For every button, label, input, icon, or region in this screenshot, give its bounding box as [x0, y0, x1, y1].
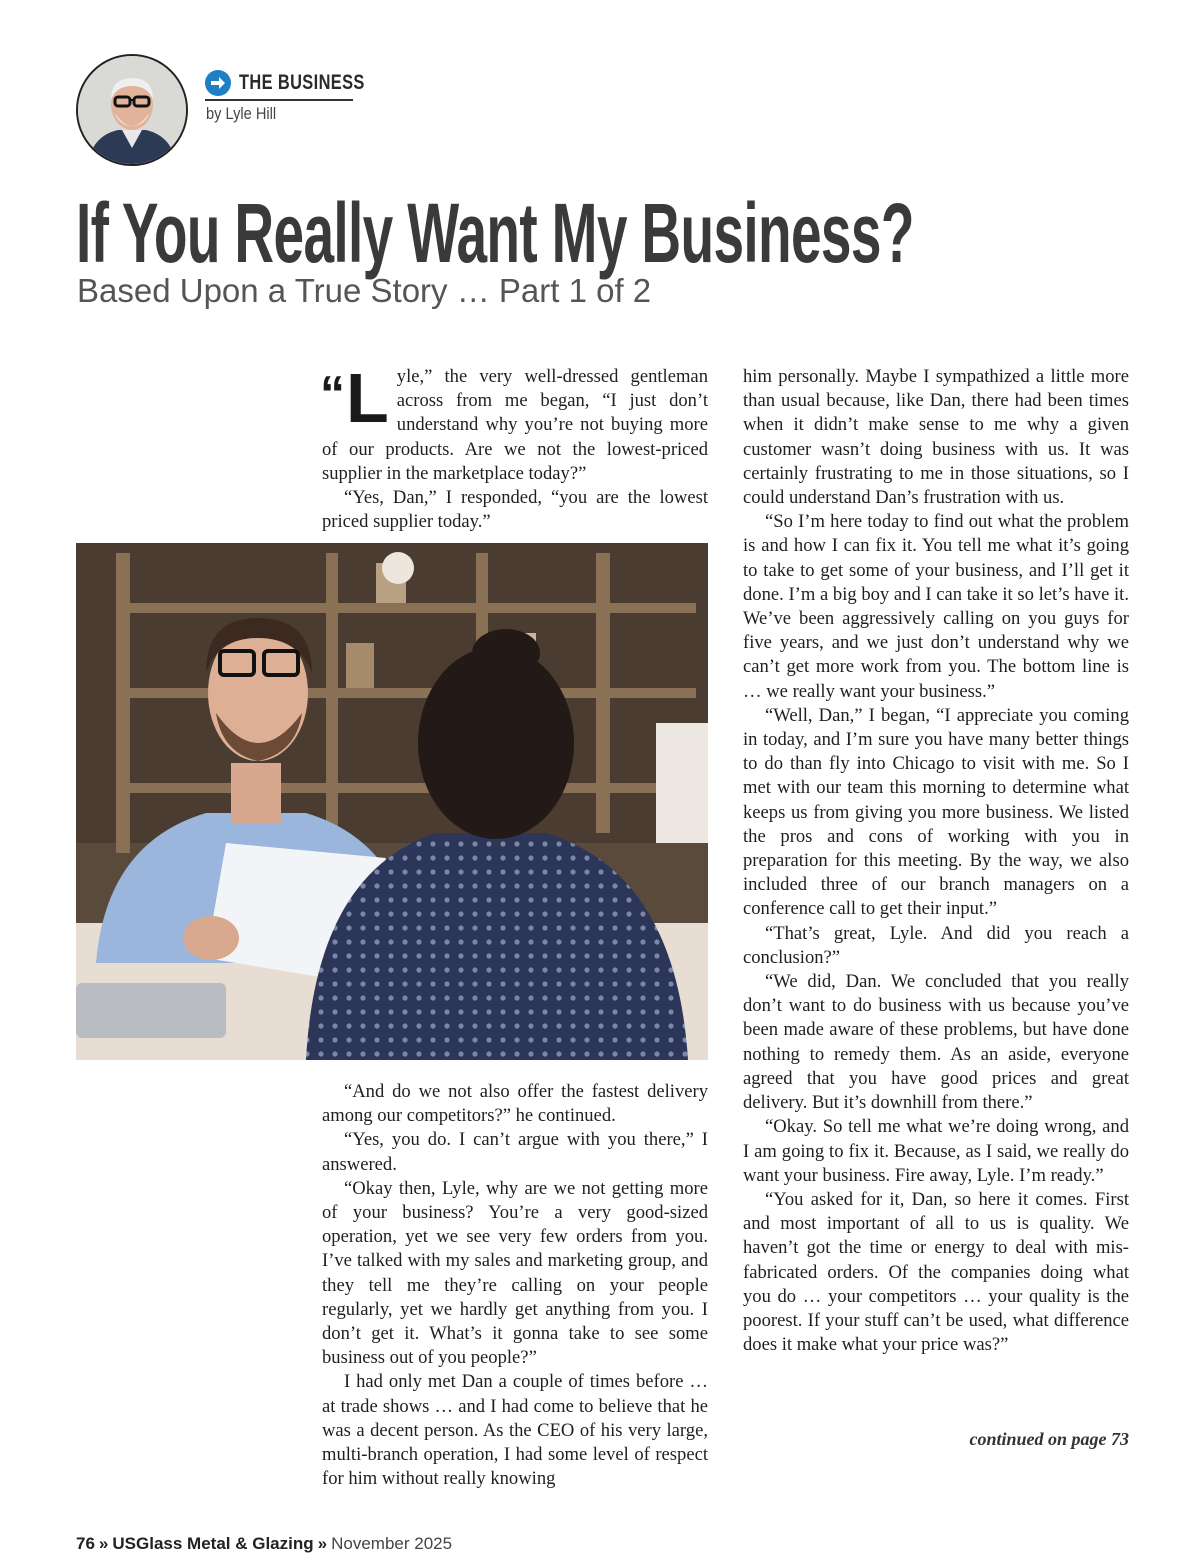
issue-date: November 2025 — [331, 1534, 453, 1553]
paragraph: “Yes, Dan,” I responded, “you are the lowest priced supplier today.” — [322, 487, 708, 533]
paragraph: “Well, Dan,” I began, “I appreciate you coming in today, and I’m sure you have many better things to do than fly into Chicago to visit with me. So I met with our team this morning to determine what keeps us from giving you more business. We listed the pros and cons of working with you in preparation for this meeting. By the way, we also included three of our branch managers on a conference call to get their input.” — [743, 704, 1129, 920]
footer-separator: » — [98, 1534, 109, 1553]
paragraph: I had only met Dan a couple of times before … at trade shows … and I had come to believe that he was a decent person. As the CEO of his very large, multi-branch operation, I had some level of respect for him without really knowing — [322, 1371, 708, 1490]
author-portrait — [76, 54, 188, 166]
continued-link[interactable]: continued on page 73 — [969, 1429, 1129, 1449]
page-number: 76 — [76, 1534, 95, 1553]
article-headline: If You Really Want My Business? — [76, 186, 914, 280]
paragraph: “So I’m here today to find out what the problem is and how I can fix it. You tell me what it’s going to take to get some of your business, and I’ll get it done. I’m a big boy and I can take it so let’s have it. We’ve been aggressively calling on you guys for five years, and we just don’t understand why we can’t get more work from you. The bottom line is … we really want your business.” — [743, 511, 1129, 702]
column-a-top — [320, 359, 708, 534]
publication-name: USGlass Metal & Glazing — [112, 1534, 314, 1553]
paragraph: “We did, Dan. We concluded that you really don’t want to do business with us because you’ve been made aware of these problems, but have done nothing to remedy them. As an aside, everyone agreed that you have good prices and great delivery. But it’s downhill from there.” — [743, 971, 1129, 1114]
paragraph: “L yle,” the very well-dressed gentleman across from me began, “I just don’t understand why you’re not buying more of our products. Are we not the lowest-priced supplier in the marketplace today?” — [320, 359, 708, 484]
section-divider — [205, 99, 353, 101]
meeting-photo — [76, 543, 708, 1060]
article-photo — [76, 543, 708, 1060]
byline: by Lyle Hill — [206, 104, 277, 123]
column-b — [743, 365, 1129, 1357]
drop-cap: “L — [320, 359, 389, 437]
paragraph: “And do we not also offer the fastest delivery among our competitors?” he continued. — [322, 1081, 708, 1127]
page-footer — [76, 1534, 452, 1554]
arrow-right-circle-icon — [205, 70, 231, 96]
paragraph: him personally. Maybe I sympathized a little more than usual because, like Dan, there had been times when it didn’t make sense to me why a given customer wasn’t doing business with us. It was certainly frustrating to me in those situations, so I could understand Dan’s frustration with us. — [743, 366, 1129, 509]
section-label: THE BUSINESS — [239, 71, 365, 94]
paragraph: “You asked for it, Dan, so here it comes. First and most important of all to us is quality. We haven’t got the time or energy to deal with mis-fabricated orders. Of the companies doing what you do … your competitors … your quality is the poorest. If your stuff can’t be used, what difference does it make what your price was?” — [743, 1188, 1129, 1356]
article-subhead: Based Upon a True Story … Part 1 of 2 — [77, 272, 652, 309]
section-header — [205, 68, 400, 98]
author-photo — [78, 56, 186, 164]
footer-separator: » — [317, 1534, 328, 1553]
paragraph: “That’s great, Lyle. And did you reach a conclusion?” — [743, 922, 1129, 968]
paragraph: “Yes, you do. I can’t argue with you there,” I answered. — [322, 1129, 708, 1175]
paragraph: “Okay. So tell me what we’re doing wrong, and I am going to fix it. Because, as I said, we really do want your business. Fire away, Lyle. I’m ready.” — [743, 1116, 1129, 1186]
column-a-bottom — [322, 1080, 708, 1491]
paragraph: “Okay then, Lyle, why are we not getting more of your business? You’re a very good-sized operation, yet we see very few orders from you. I’ve talked with my sales and marketing group, and they tell me they’re calling on your people regularly, yet we hardly get anything from you. I don’t get it. What’s it gonna take to see some business out of you people?” — [322, 1177, 708, 1369]
